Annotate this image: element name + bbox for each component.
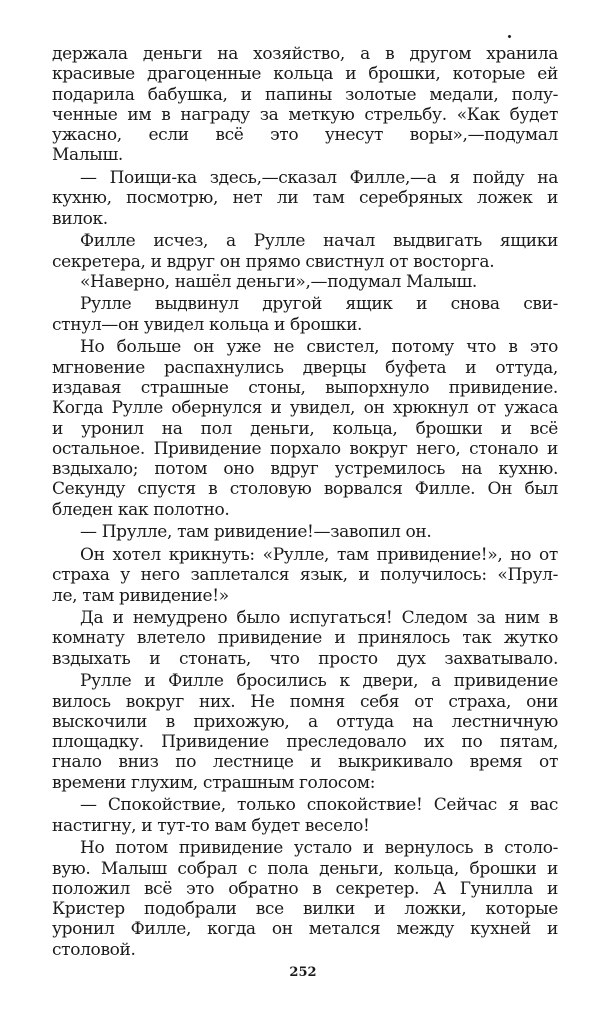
text-line: вздыхать и стонать, что просто дух захватывало. <box>52 648 558 669</box>
text-line: Но потом привидение устало и вернулось в столо- <box>80 838 558 859</box>
paragraph <box>52 272 558 292</box>
text-line: — Прулле, там ривидение!—завопил он. <box>80 522 432 543</box>
text-line: и уронил на пол деньги, кольца, брошки и всё <box>52 418 558 439</box>
text-line: стнул—он увидел кольца и брошки. <box>52 314 363 335</box>
paragraph <box>52 522 558 542</box>
text-line: гнало вниз по лестнице и выкрикивало время от <box>52 752 558 773</box>
text-line: вилок. <box>52 208 108 229</box>
text-line: комнату влетело привидение и принялось так жутко <box>52 628 558 649</box>
text-line: Филле исчез, а Рулле начал выдвигать ящики <box>80 231 558 252</box>
text-line: красивые драгоценные кольца и брошки, которые ей <box>52 64 558 85</box>
page-number: 252 <box>289 965 317 980</box>
text-line: уронил Филле, когда он метался между кухней и <box>52 919 558 940</box>
text-line: Малыш. <box>52 145 123 166</box>
text-line: выскочили в прихожую, а оттуда на лестничную <box>52 711 558 732</box>
text-line: вздыхало; потом оно вдруг устремилось на кухню. <box>52 459 558 480</box>
text-line: времени глухим, страшным голосом: <box>52 772 376 793</box>
text-line: мгновение распахнулись дверцы буфета и оттуда, <box>52 357 558 378</box>
text-line: держала деньги на хозяйство, а в другом хранила <box>52 44 558 64</box>
paragraph <box>52 795 558 836</box>
text-line: остальное. Привидение порхало вокруг него, стонало и <box>52 438 558 459</box>
body-text <box>52 44 558 960</box>
text-line: вую. Малыш собрал с пола деньги, кольца, брошки и <box>52 858 558 879</box>
text-line: Рулле и Филле бросились к двери, а привидение <box>80 671 558 692</box>
text-line: Он хотел крикнуть: «Рулле, там привидение!», но от <box>80 544 558 565</box>
text-line: страха у него заплетался язык, и получилось: «Прул- <box>52 565 558 586</box>
paragraph <box>52 608 558 669</box>
text-line: секретера, и вдруг он прямо свистнул от восторга. <box>52 251 495 272</box>
paragraph <box>52 168 558 229</box>
text-line: ужасно, если всё это унесут воры»,—подумал <box>52 125 558 146</box>
paragraph <box>52 838 558 960</box>
text-line: издавая страшные стоны, выпорхнуло привидение. <box>52 377 558 398</box>
text-line: площадку. Привидение преследовало их по пятам, <box>52 732 558 753</box>
paragraph <box>52 671 558 793</box>
paragraph <box>52 294 558 335</box>
paragraph <box>52 44 558 166</box>
text-line: — Спокойствие, только спокойствие! Сейчас я вас <box>80 795 558 816</box>
text-line: настигну, и тут-то вам будет весело! <box>52 815 370 836</box>
text-line: Рулле выдвинул другой ящик и снова сви- <box>80 294 558 315</box>
paragraph <box>52 337 558 520</box>
paragraph <box>52 545 558 606</box>
text-line: «Наверно, нашёл деньги»,—подумал Малыш. <box>80 271 477 292</box>
text-line: кухню, посмотрю, нет ли там серебряных ложек и <box>52 188 558 209</box>
text-line: Да и немудрено было испугаться! Следом за ним в <box>80 608 558 629</box>
text-line: Когда Рулле обернулся и увидел, он хрюкнул от ужаса <box>52 398 558 419</box>
text-line: ле, там ривидение!» <box>52 585 229 606</box>
text-line: вилось вокруг них. Не помня себя от страха, они <box>52 691 558 712</box>
text-line: бледен как полотно. <box>52 499 230 520</box>
paragraph <box>52 231 558 272</box>
text-line: Секунду спустя в столовую ворвался Филле. Он был <box>52 479 558 500</box>
text-line: ченные им в награду за меткую стрельбу. «Как будет <box>52 104 558 125</box>
text-line: Кристер подобрали все вилки и ложки, которые <box>52 899 558 920</box>
text-line: положил всё это обратно в секретер. А Гунилла и <box>52 878 558 899</box>
text-line: Но больше он уже не свистел, потому что в это <box>80 337 558 358</box>
scan-speck <box>507 34 511 38</box>
text-line: подарила бабушка, и папины золотые медали, полу- <box>52 84 558 105</box>
text-line: — Поищи-ка здесь,—сказал Филле,—а я пойду на <box>80 168 558 189</box>
text-line: столовой. <box>52 939 136 960</box>
